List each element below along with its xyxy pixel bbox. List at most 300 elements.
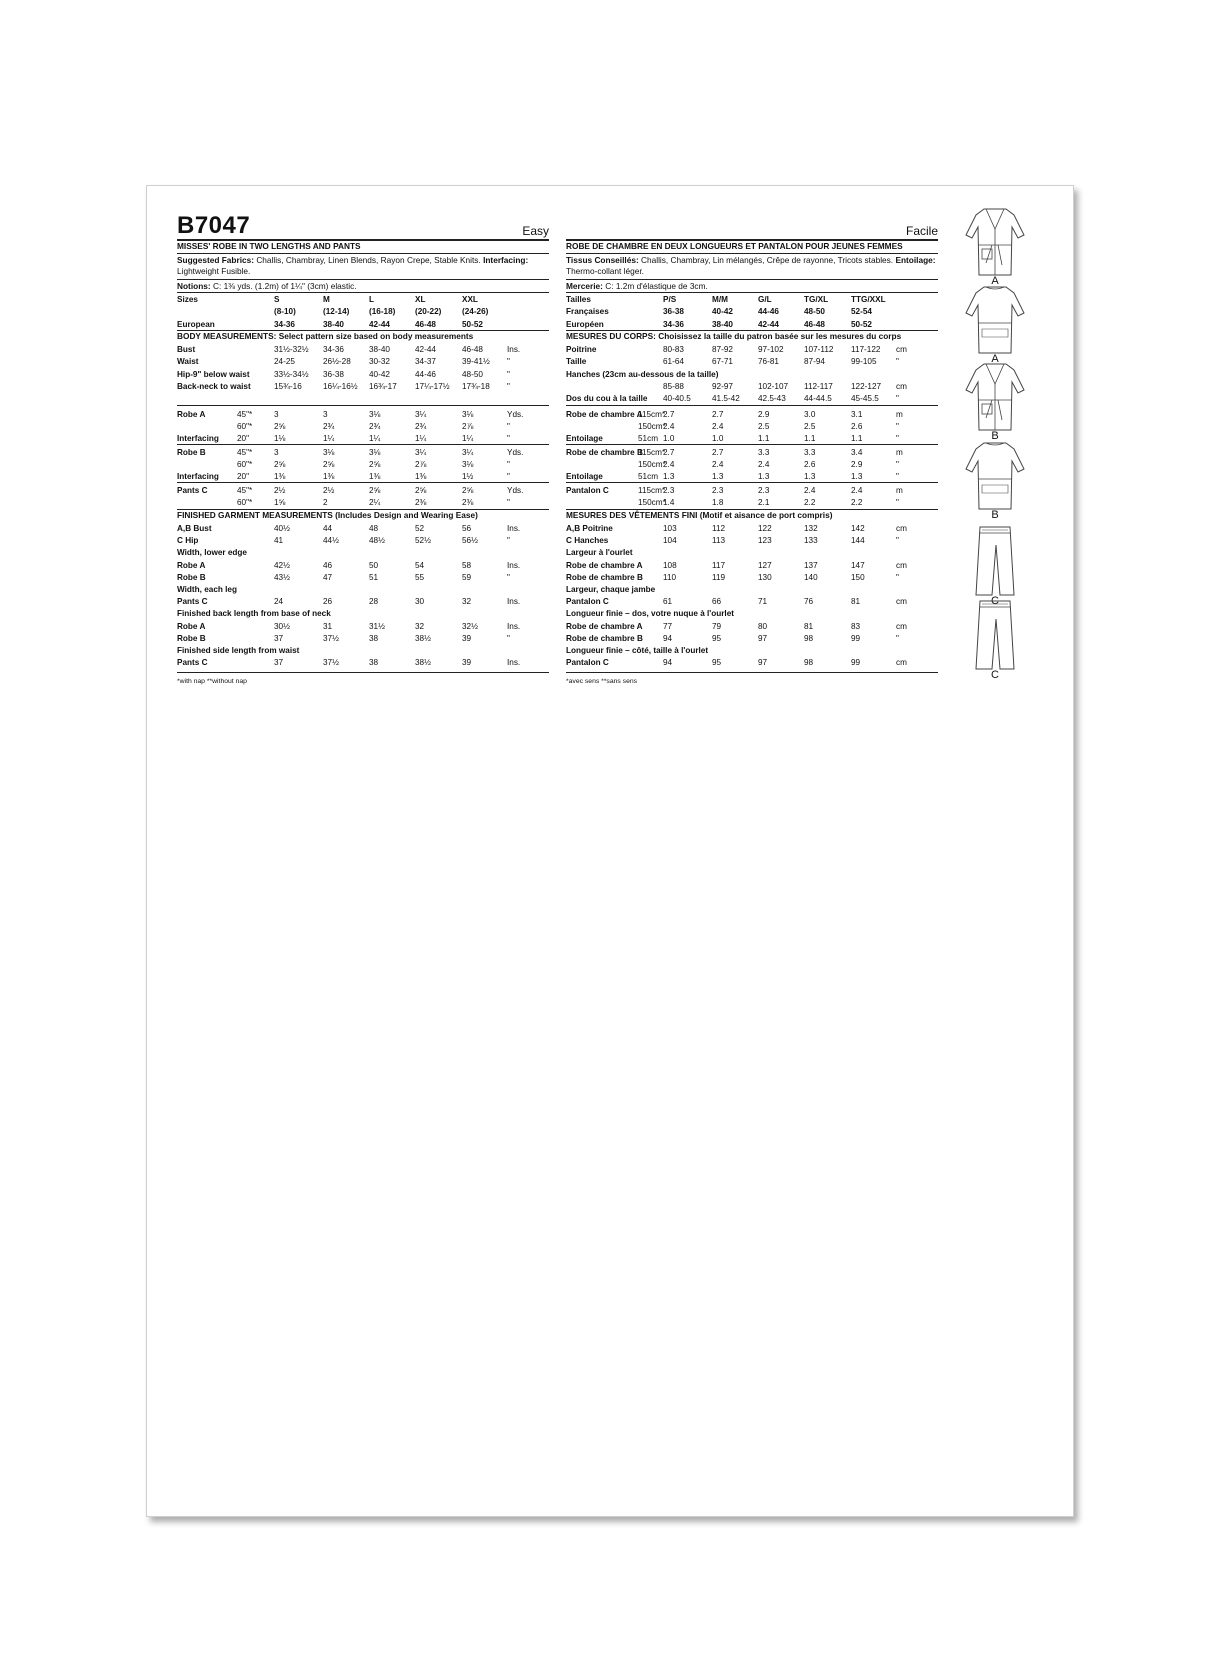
unit-label: Yds.: [507, 448, 524, 457]
unit-label: ": [507, 472, 510, 481]
body-measurement-value: 15¾-16: [274, 381, 302, 391]
yardage-value: 2.9: [758, 410, 770, 419]
yardage-value: 1.1: [804, 434, 816, 443]
body-measurement-row: [566, 355, 938, 368]
finished-measurement-label: Pants C: [177, 658, 208, 668]
yardage-value: 2¼: [369, 498, 381, 507]
finished-measurement-label: Pants C: [177, 597, 208, 607]
size-cell: 34-36: [663, 319, 684, 329]
finished-measurement-value: 32: [415, 621, 425, 631]
unit-label: ": [896, 357, 899, 367]
finished-measurement-label: Robe B: [177, 572, 206, 582]
size-cell: TG/XL: [804, 295, 829, 304]
yardage-value: 2.9: [851, 460, 863, 469]
yardage-value: 2.1: [758, 498, 770, 507]
finished-measurement-value: 99: [851, 633, 861, 643]
yardage-value: 3⅛: [323, 448, 335, 457]
yardage-row: [566, 470, 938, 483]
size-cell: 52-54: [851, 307, 872, 317]
finished-measurement-value: 44½: [323, 536, 339, 546]
yardage-value: 2.7: [663, 410, 675, 419]
finished-measurement-value: 81: [804, 621, 814, 631]
finished-measurement-value: 117: [712, 560, 726, 570]
finished-measurement-value: 137: [804, 560, 818, 570]
unit-label: ": [507, 633, 510, 643]
pattern-number: B7047: [177, 212, 251, 239]
unit-label: ": [507, 422, 510, 431]
yardage-value: 2⅝: [462, 486, 474, 495]
size-cell: (12-14): [323, 307, 350, 317]
finished-measurement-value: 144: [851, 536, 865, 546]
size-cell: 48-50: [804, 307, 825, 317]
divider-rule: [566, 253, 938, 254]
size-row: [566, 293, 938, 306]
size-row: [177, 293, 549, 306]
yardage-value: 3¼: [462, 448, 474, 457]
size-cell: M/M: [712, 295, 728, 304]
fabrics-label: Tissus Conseillés:: [566, 255, 639, 265]
finished-measurement-value: 71: [758, 597, 768, 607]
finished-measurement-value: 79: [712, 621, 722, 631]
finished-measurement-value: 26: [323, 597, 333, 607]
difficulty-label: Facile: [905, 224, 938, 238]
finished-measurement-label: A,B Bust: [177, 524, 212, 533]
garment-view: [962, 439, 1042, 521]
size-row-label: Européen: [566, 319, 604, 329]
finished-measurement-label: Pantalon C: [566, 658, 609, 668]
notions-line: [177, 281, 549, 292]
unit-label: Yds.: [507, 486, 524, 495]
unit-label: ": [896, 498, 899, 507]
size-row-label: Sizes: [177, 295, 198, 304]
size-row: [566, 318, 938, 331]
yardage-value: 1.3: [663, 472, 675, 481]
fabric-width: 115cm*: [638, 410, 666, 419]
pants-c-back-icon: [962, 599, 1028, 671]
body-measurement-row: [177, 355, 549, 368]
unit-label: ": [507, 460, 510, 469]
finished-measurement-row: [177, 583, 549, 596]
body-measurement-value: 87-92: [712, 345, 733, 354]
finished-measurement-value: 95: [712, 633, 722, 643]
finished-measurement-value: 24: [274, 597, 284, 607]
finished-measurement-row: [566, 632, 938, 645]
notions-line: [566, 281, 938, 292]
finished-measurement-value: 119: [712, 572, 726, 582]
garment-view: [962, 283, 1042, 365]
body-measurement-value: 34-37: [415, 357, 436, 367]
yardage-value: 2.4: [663, 460, 675, 469]
finished-measurement-value: 32½: [462, 621, 478, 631]
finished-measurement-row: [177, 644, 549, 657]
body-measurement-value: 48-50: [462, 369, 483, 379]
size-cell: L: [369, 295, 375, 304]
finished-measurement-value: 43½: [274, 572, 290, 582]
finished-measurement-value: 38½: [415, 658, 431, 668]
finished-measurement-row: [566, 571, 938, 584]
body-measurement-value: 33½-34½: [274, 369, 309, 379]
body-measurement-row: [566, 380, 938, 393]
finished-measurement-value: 37: [274, 658, 284, 668]
body-measurement-value: 16¼-16½: [323, 381, 358, 391]
size-row: [566, 305, 938, 318]
body-measurement-label: Hanches (23cm au-dessous de la taille): [566, 369, 719, 379]
yardage-value: 2.4: [804, 486, 816, 495]
finished-measurement-value: 122: [758, 524, 772, 533]
unit-label: Ins.: [507, 597, 521, 607]
unit-label: m: [896, 448, 903, 457]
finished-measurement-value: 56½: [462, 536, 478, 546]
fabrics-text: Challis, Chambray, Lin mélangés, Crêpe de rayonne, Tricots stables.: [641, 255, 894, 265]
finished-measurement-row: [177, 559, 549, 572]
divider-rule: [177, 405, 549, 406]
finished-measurement-row: [177, 522, 549, 535]
finished-measurement-value: 61: [663, 597, 673, 607]
body-measurement-value: 45-45.5: [851, 394, 879, 404]
divider-rule: [566, 672, 938, 673]
fabrics-text: Challis, Chambray, Linen Blends, Rayon Crepe, Stable Knits.: [256, 255, 481, 265]
unit-label: ": [896, 572, 899, 582]
garment-view-label: A: [991, 275, 999, 287]
fabric-width: 45"*: [237, 448, 253, 457]
finished-measurement-value: 80: [758, 621, 768, 631]
fabrics-paragraph: [566, 255, 938, 277]
body-measurement-row: [177, 343, 549, 356]
finished-measurement-value: 56: [462, 524, 472, 533]
finished-measurement-value: 41: [274, 536, 284, 546]
garment-view: [962, 525, 1042, 607]
garment-view: [962, 599, 1042, 681]
body-measurement-label: Bust: [177, 345, 196, 354]
size-cell: 46-48: [804, 319, 825, 329]
unit-label: ": [507, 572, 510, 582]
yardage-value: 2.7: [712, 410, 724, 419]
finished-measurement-row: [566, 644, 938, 657]
fabric-width: 60"*: [237, 422, 253, 431]
size-cell: 38-40: [712, 319, 733, 329]
yardage-value: 2⅝: [274, 422, 286, 431]
fabric-width: 150cm*: [638, 460, 666, 469]
finished-measurement-row: [177, 632, 549, 645]
finished-measurement-value: 108: [663, 560, 677, 570]
size-row-label: Tailles: [566, 295, 591, 304]
finished-measurement-value: 52: [415, 524, 425, 533]
yardage-value: 1.8: [712, 498, 724, 507]
size-cell: 50-52: [851, 319, 872, 329]
body-measurement-row: [177, 368, 549, 381]
finished-measurement-label: C Hanches: [566, 536, 609, 546]
yardage-value: 3: [274, 410, 279, 419]
body-measurement-value: 107-112: [804, 345, 834, 354]
yardage-label: Pantalon C: [566, 486, 609, 495]
interfacing-text: Lightweight Fusible.: [177, 266, 251, 276]
yardage-label: Entoilage: [566, 472, 603, 481]
yardage-value: 1.3: [851, 472, 863, 481]
notions-text: C: 1.2m d'élastique de 3cm.: [605, 281, 708, 291]
finished-measurement-value: 130: [758, 572, 772, 582]
yardage-value: 3: [274, 448, 279, 457]
finished-measurement-label: Robe A: [177, 621, 206, 631]
body-measurement-value: 80-83: [663, 345, 684, 354]
yardage-value: 2.3: [663, 486, 675, 495]
yardage-value: 2.4: [663, 422, 675, 431]
fabrics-label: Suggested Fabrics:: [177, 255, 254, 265]
yardage-value: 2.4: [758, 460, 770, 469]
unit-label: cm: [896, 560, 907, 570]
body-measurements-header: MESURES DU CORPS: Choisissez la taille du patron basée sur les mesures du corps: [566, 331, 902, 341]
finished-measurement-value: 104: [663, 536, 677, 546]
finished-measurement-value: 39: [462, 633, 472, 643]
finished-measurement-value: 132: [804, 524, 818, 533]
yardage-value: 3⅛: [369, 410, 381, 419]
size-cell: 44-46: [758, 307, 779, 317]
yardage-row: [177, 432, 549, 445]
finished-measurement-value: 94: [663, 633, 673, 643]
garment-view-label: B: [991, 509, 999, 521]
body-measurement-label: Hip-9" below waist: [177, 369, 250, 379]
finished-measurement-label: Largeur à l'ourlet: [566, 548, 633, 558]
finished-measurement-row: [177, 595, 549, 608]
notions-label: Notions:: [177, 281, 211, 291]
body-measurement-value: 31½-32½: [274, 345, 309, 354]
finished-measurement-label: C Hip: [177, 536, 199, 546]
body-measurement-value: 36-38: [323, 369, 344, 379]
yardage-value: 2⅞: [462, 422, 474, 431]
finished-measurement-value: 76: [804, 597, 814, 607]
body-measurement-value: 39-41½: [462, 357, 490, 367]
size-cell: G/L: [758, 295, 772, 304]
finished-measurement-row: [566, 534, 938, 547]
finished-measurement-label: Robe de chambre B: [566, 572, 643, 582]
body-measurement-value: 117-122: [851, 345, 881, 354]
robe-a-front-icon: [962, 205, 1028, 277]
body-measurement-label: Back-neck to waist: [177, 381, 251, 391]
finished-measurement-value: 50: [369, 560, 379, 570]
garment-view-label: A: [991, 353, 999, 365]
body-measurement-row: [566, 368, 938, 381]
finished-measurement-value: 47: [323, 572, 333, 582]
yardage-value: 3.1: [851, 410, 863, 419]
fabric-width: 115cm*: [638, 448, 666, 457]
unit-label: ": [507, 434, 510, 443]
yardage-value: 2.7: [663, 448, 675, 457]
size-cell: XXL: [462, 295, 478, 304]
finished-measurement-value: 31: [323, 621, 333, 631]
yardage-label: Robe A: [177, 410, 206, 419]
yardage-value: 2.4: [851, 486, 863, 495]
finished-measurement-value: 48½: [369, 536, 385, 546]
body-measurement-value: 24-25: [274, 357, 295, 367]
body-measurement-value: 61-64: [663, 357, 684, 367]
body-measurement-value: 40-40.5: [663, 394, 691, 404]
size-row: [177, 305, 549, 318]
finished-measurement-value: 98: [804, 658, 814, 668]
finished-measurement-value: 48: [369, 524, 379, 533]
interfacing-label: Entoilage:: [895, 255, 936, 265]
finished-measurement-value: 97: [758, 633, 768, 643]
finished-measurement-row: [177, 607, 549, 620]
finished-measurement-value: 113: [712, 536, 726, 546]
finished-measurement-value: 42½: [274, 560, 290, 570]
finished-measurement-label: Width, lower edge: [177, 548, 247, 558]
yardage-value: 1¼: [323, 434, 335, 443]
yardage-value: 3: [323, 410, 328, 419]
finished-measurement-value: 30½: [274, 621, 290, 631]
body-measurement-label: Waist: [177, 357, 199, 367]
yardage-value: 2⅝: [369, 486, 381, 495]
pattern-envelope-back: [146, 185, 1074, 1517]
finished-measurement-label: A,B Poitrine: [566, 524, 613, 533]
yardage-row: [566, 496, 938, 509]
unit-label: ": [896, 536, 899, 546]
fabric-width: 20": [237, 472, 250, 481]
finished-measurement-value: 77: [663, 621, 673, 631]
yardage-value: 1.1: [851, 434, 863, 443]
body-measurement-value: 42.5-43: [758, 394, 786, 404]
finished-measurement-value: 95: [712, 658, 722, 668]
finished-measurement-row: [177, 571, 549, 584]
yardage-value: 2¾: [369, 422, 381, 431]
finished-measurement-row: [566, 607, 938, 620]
finished-measurement-value: 123: [758, 536, 772, 546]
fabric-width: 150cm*: [638, 498, 666, 507]
finished-measurement-value: 38: [369, 658, 379, 668]
body-measurement-value: 30-32: [369, 357, 390, 367]
finished-measurement-value: 98: [804, 633, 814, 643]
yardage-value: 2: [323, 498, 328, 507]
finished-measurement-label: Robe de chambre A: [566, 560, 643, 570]
finished-measurement-value: 83: [851, 621, 861, 631]
garment-view: [962, 360, 1042, 442]
yardage-value: 3.3: [804, 448, 816, 457]
yardage-value: 1⅜: [274, 472, 286, 481]
yardage-value: 2.5: [758, 422, 770, 431]
yardage-value: 1¼: [415, 434, 427, 443]
finished-measurement-value: 99: [851, 658, 861, 668]
yardage-value: 2.6: [804, 460, 816, 469]
yardage-value: 2⅝: [323, 460, 335, 469]
finished-measurement-label: Longueur finie – dos, votre nuque à l'ourlet: [566, 609, 734, 619]
unit-label: cm: [896, 658, 907, 668]
finished-measurement-value: 44: [323, 524, 333, 533]
yardage-value: 1⅛: [274, 434, 286, 443]
robe-b-front-icon: [962, 360, 1028, 432]
body-measurement-value: 112-117: [804, 381, 833, 391]
unit-label: ": [896, 472, 899, 481]
finished-measurement-label: Robe B: [177, 633, 206, 643]
unit-label: cm: [896, 524, 907, 533]
finished-measurement-value: 37: [274, 633, 284, 643]
yardage-value: 2.4: [712, 460, 724, 469]
body-measurement-value: 34-36: [323, 345, 344, 354]
body-measurement-value: 17¼-17½: [415, 381, 450, 391]
finished-measurement-value: 140: [804, 572, 818, 582]
size-cell: 38-40: [323, 319, 344, 329]
unit-label: ": [507, 369, 510, 379]
yardage-label: Interfacing: [177, 472, 219, 481]
finished-measurement-value: 32: [462, 597, 472, 607]
divider-rule: [177, 672, 549, 673]
body-measurement-label: Taille: [566, 357, 587, 367]
finished-measurement-value: 54: [415, 560, 425, 570]
yardage-value: 3⅛: [462, 460, 474, 469]
finished-measurement-value: 133: [804, 536, 818, 546]
body-measurement-value: 122-127: [851, 381, 882, 391]
size-cell: P/S: [663, 295, 677, 304]
finished-measurement-value: 147: [851, 560, 865, 570]
unit-label: ": [896, 434, 899, 443]
size-cell: 50-52: [462, 319, 483, 329]
unit-label: ": [896, 394, 899, 404]
finished-measurement-value: 94: [663, 658, 673, 668]
yardage-value: 2.2: [851, 498, 863, 507]
yardage-value: 1.0: [712, 434, 724, 443]
unit-label: Ins.: [507, 524, 521, 533]
body-measurement-value: 102-107: [758, 381, 789, 391]
body-measurement-value: 76-81: [758, 357, 779, 367]
nap-footnote: *avec sens **sans sens: [566, 678, 638, 685]
body-measurement-value: 17¾-18: [462, 381, 490, 391]
finished-measurement-row: [566, 522, 938, 535]
yardage-value: 2⅝: [415, 486, 427, 495]
finished-measurement-row: [566, 595, 938, 608]
divider-rule: [566, 405, 938, 406]
finished-measurement-value: 39: [462, 658, 472, 668]
yardage-value: 2½: [323, 486, 335, 495]
robe-b-back-icon: [962, 439, 1028, 511]
unit-label: Ins.: [507, 658, 521, 668]
yardage-label: Robe de chambre B: [566, 448, 643, 457]
garment-view-label: C: [991, 669, 999, 681]
body-measurement-value: 38-40: [369, 345, 390, 354]
yardage-value: 1⅜: [323, 472, 335, 481]
body-measurement-row: [566, 343, 938, 356]
garment-title: MISSES' ROBE IN TWO LENGTHS AND PANTS: [177, 241, 361, 251]
yardage-value: 1⅝: [274, 498, 286, 507]
finished-measurement-value: 58: [462, 560, 472, 570]
body-measurement-value: 97-102: [758, 345, 784, 354]
yardage-value: 2.6: [851, 422, 863, 431]
finished-measurement-label: Longueur finie – côté, taille à l'ourlet: [566, 646, 709, 655]
size-cell: 36-38: [663, 307, 684, 317]
robe-a-back-icon: [962, 283, 1028, 355]
yardage-row: [177, 496, 549, 509]
yardage-value: 1⅜: [415, 472, 427, 481]
finished-measurement-value: 40½: [274, 524, 290, 533]
yardage-value: 3.3: [758, 448, 770, 457]
fabric-width: 150cm*: [638, 422, 666, 431]
yardage-value: 3¼: [415, 410, 427, 419]
unit-label: ": [507, 381, 510, 391]
fabric-width: 45"*: [237, 486, 253, 495]
finished-measurements-header: FINISHED GARMENT MEASUREMENTS (Includes Design and Wearing Ease): [177, 510, 478, 520]
size-row-label: European: [177, 319, 215, 329]
size-cell: M: [323, 295, 330, 304]
unit-label: ": [507, 536, 510, 546]
yardage-value: 2¾: [323, 422, 335, 431]
finished-measurement-row: [566, 559, 938, 572]
finished-measurement-row: [177, 620, 549, 633]
size-cell: 42-44: [758, 319, 779, 329]
finished-measurement-row: [566, 620, 938, 633]
garment-view-label: C: [991, 595, 999, 607]
size-row: [177, 318, 549, 331]
body-measurement-row: [177, 380, 549, 393]
unit-label: ": [896, 422, 899, 431]
yardage-row: [177, 470, 549, 483]
body-measurement-row: [566, 392, 938, 405]
yardage-value: 1.3: [804, 472, 816, 481]
